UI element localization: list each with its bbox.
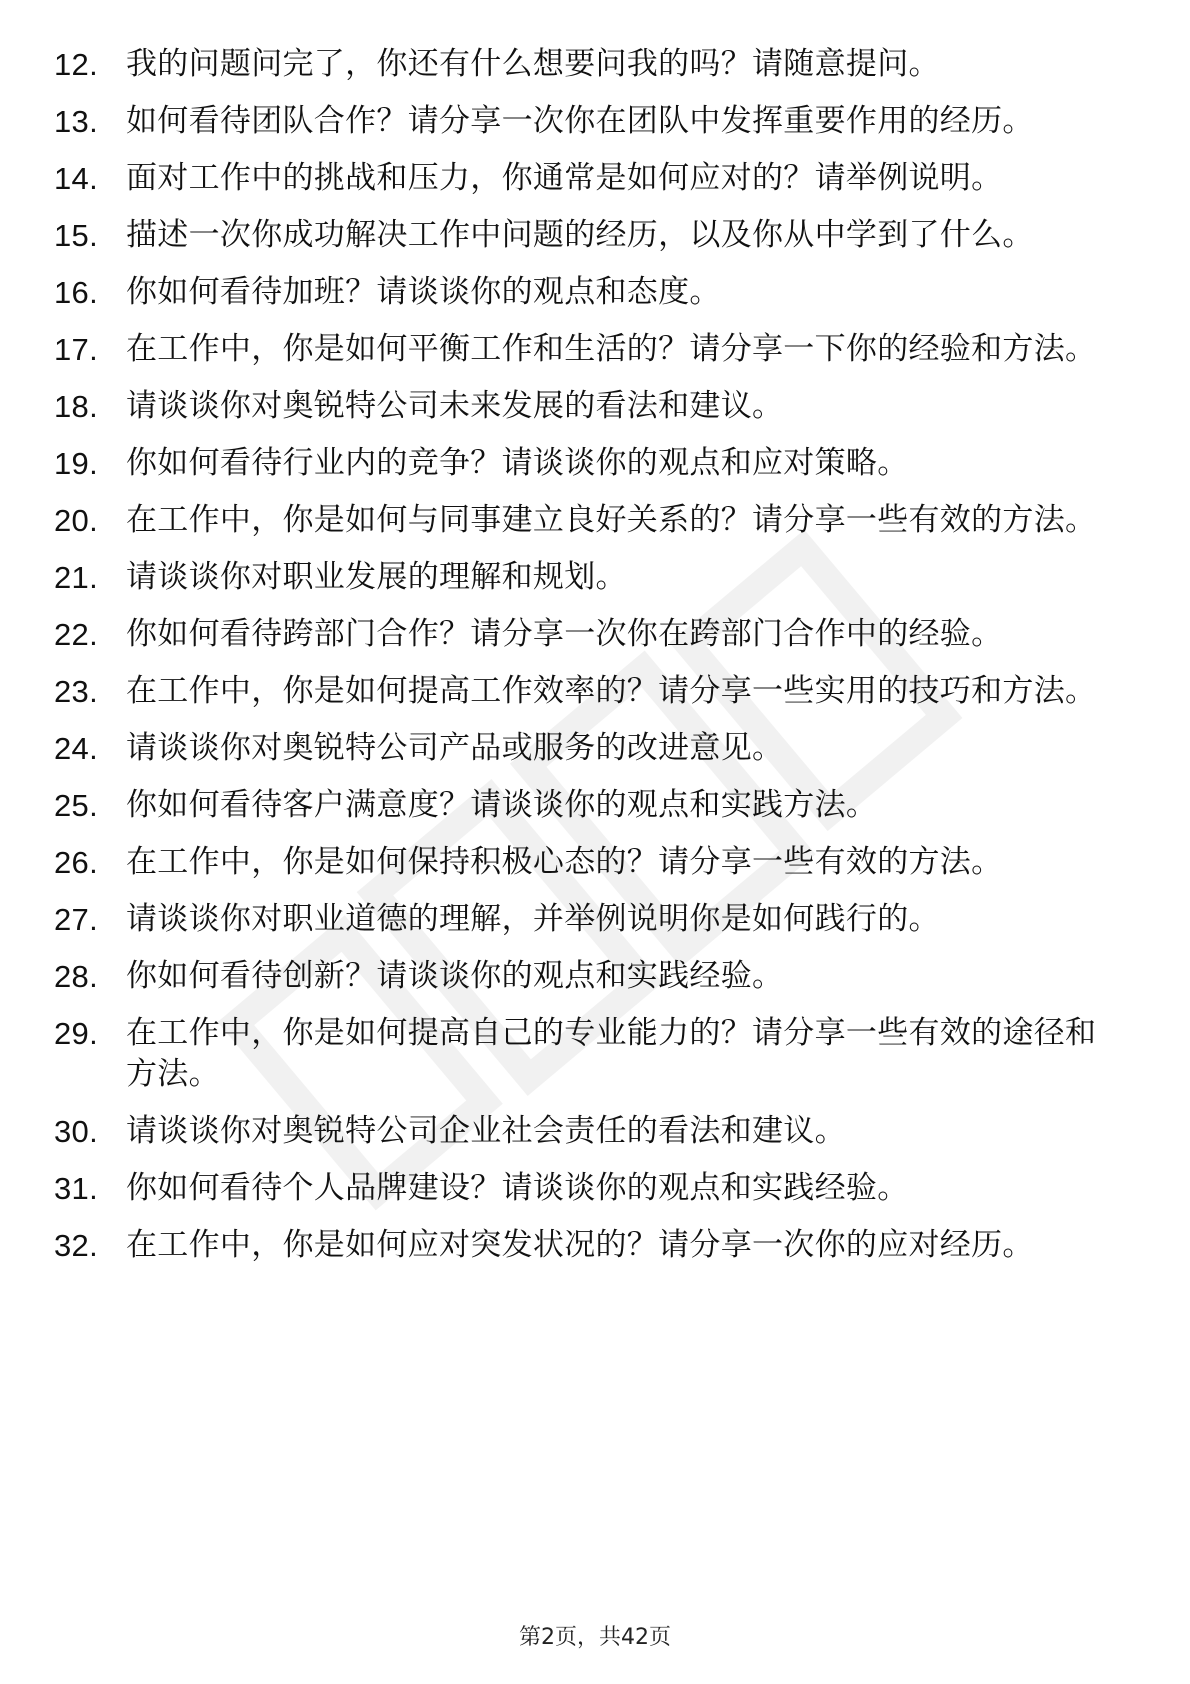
question-number: 12.	[54, 47, 98, 82]
question-item	[54, 101, 1124, 142]
question-item	[54, 842, 1124, 883]
question-text: 请谈谈你对职业发展的理解和规划。	[126, 559, 627, 595]
question-number: 19.	[54, 446, 98, 481]
question-number: 13.	[54, 104, 98, 139]
question-item	[54, 215, 1124, 256]
question-text: 请谈谈你对奥锐特公司产品或服务的改进意见。	[126, 730, 784, 766]
page-number-label: 第2页，共42页	[519, 1625, 671, 1650]
question-text: 你如何看待加班？请谈谈你的观点和态度。	[126, 274, 721, 310]
question-item	[54, 899, 1124, 940]
question-item	[54, 329, 1124, 370]
question-text: 你如何看待跨部门合作？请分享一次你在跨部门合作中的经验。	[126, 616, 1003, 652]
question-list	[54, 44, 1124, 1282]
question-number: 15.	[54, 218, 98, 253]
question-text: 在工作中，你是如何与同事建立良好关系的？请分享一些有效的方法。	[126, 502, 1097, 538]
question-number: 21.	[54, 560, 98, 595]
question-text: 请谈谈你对奥锐特公司企业社会责任的看法和建议。	[126, 1113, 846, 1149]
question-text: 面对工作中的挑战和压力，你通常是如何应对的？请举例说明。	[126, 160, 1003, 196]
question-text: 你如何看待个人品牌建设？请谈谈你的观点和实践经验。	[126, 1170, 909, 1206]
question-item	[54, 1013, 1124, 1095]
question-text: 你如何看待客户满意度？请谈谈你的观点和实践方法。	[126, 787, 878, 823]
question-item	[54, 1225, 1124, 1266]
question-number: 31.	[54, 1171, 98, 1206]
question-item	[54, 272, 1124, 313]
question-item	[54, 1111, 1124, 1152]
question-item	[54, 785, 1124, 826]
question-item	[54, 386, 1124, 427]
question-text: 如何看待团队合作？请分享一次你在团队中发挥重要作用的经历。	[126, 103, 1034, 139]
question-item	[54, 557, 1124, 598]
question-text: 在工作中，你是如何提高工作效率的？请分享一些实用的技巧和方法。	[126, 673, 1097, 709]
question-text: 在工作中，你是如何平衡工作和生活的？请分享一下你的经验和方法。	[126, 331, 1097, 367]
question-number: 24.	[54, 731, 98, 766]
question-text: 请谈谈你对职业道德的理解，并举例说明你是如何践行的。	[126, 901, 940, 937]
question-text: 你如何看待行业内的竞争？请谈谈你的观点和应对策略。	[126, 445, 909, 481]
question-text: 描述一次你成功解决工作中问题的经历，以及你从中学到了什么。	[126, 217, 1034, 253]
question-number: 25.	[54, 788, 98, 823]
question-number: 16.	[54, 275, 98, 310]
question-item	[54, 956, 1124, 997]
question-number: 22.	[54, 617, 98, 652]
question-number: 30.	[54, 1114, 98, 1149]
question-item	[54, 443, 1124, 484]
question-item	[54, 500, 1124, 541]
question-item	[54, 44, 1124, 85]
page-footer	[0, 1620, 1190, 1651]
question-item	[54, 614, 1124, 655]
question-text: 你如何看待创新？请谈谈你的观点和实践经验。	[126, 958, 784, 994]
question-number: 29.	[54, 1016, 98, 1051]
question-text: 在工作中，你是如何保持积极心态的？请分享一些有效的方法。	[126, 844, 1003, 880]
question-item	[54, 158, 1124, 199]
question-item	[54, 671, 1124, 712]
question-number: 14.	[54, 161, 98, 196]
question-text: 请谈谈你对奥锐特公司未来发展的看法和建议。	[126, 388, 784, 424]
question-text: 在工作中，你是如何应对突发状况的？请分享一次你的应对经历。	[126, 1227, 1034, 1263]
question-item	[54, 1168, 1124, 1209]
question-number: 17.	[54, 332, 98, 367]
question-text: 在工作中，你是如何提高自己的专业能力的？请分享一些有效的途径和方法。	[126, 1015, 1097, 1092]
question-text: 我的问题问完了，你还有什么想要问我的吗？请随意提问。	[126, 46, 940, 82]
question-number: 27.	[54, 902, 98, 937]
question-number: 23.	[54, 674, 98, 709]
question-item	[54, 728, 1124, 769]
question-number: 20.	[54, 503, 98, 538]
question-number: 32.	[54, 1228, 98, 1263]
question-number: 28.	[54, 959, 98, 994]
question-number: 18.	[54, 389, 98, 424]
question-number: 26.	[54, 845, 98, 880]
